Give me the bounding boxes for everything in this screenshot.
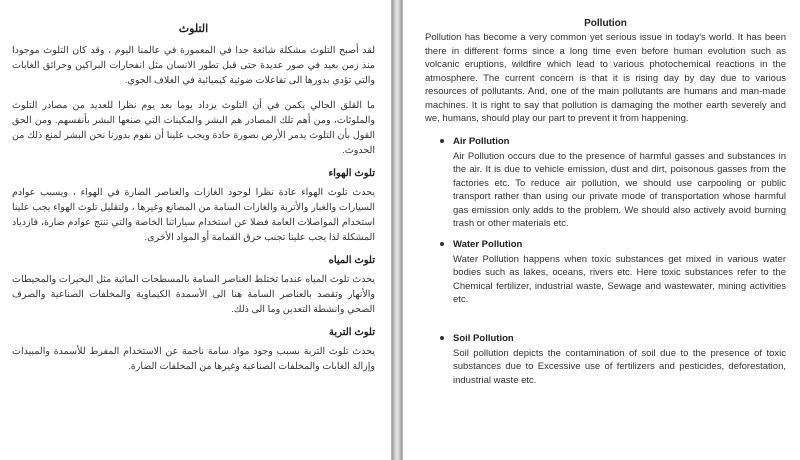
section-text-soil: Soil pollution depicts the contamination of soil due to the presence of toxic substances due to Excessive use of fertilizers and pesticides, deforestation, industrial waste etc. xyxy=(453,347,786,386)
arabic-title: التلوث xyxy=(178,23,209,35)
section-air-pollution xyxy=(425,136,786,231)
arabic-paragraph-2: ما القلق الحالي يكمن في أن التلوث يزداد يوما بعد يوم نظرا للعديد من مصادر التلوث والملوثات، ومن أهم تلك المصادر هم البشر والمكينات التي صنعها البشر بأنفسهم. ومن الحق القول بأن التلوث يدمر الأرض بصورة حادة ويجب علينا أن نقوم بدورنا نحن البشر لمنع ذلك من الحدوث. xyxy=(12,100,375,156)
english-page xyxy=(402,0,800,460)
arabic-heading-soil: تلوث التربة xyxy=(329,327,375,338)
arabic-text-soil: يحدث تلوث التربة بسبب وجود مواد سامة ناجمة عن الاستخدام المفرط للأسمدة والمبيدات وإزالة الغابات والمخلفات الصناعية وغيرها من المخلفات الضارة. xyxy=(12,346,375,372)
arabic-heading-water: تلوث المياه xyxy=(328,255,375,266)
arabic-text-air: يحدث تلوث الهواء عادة نظرا لوجود الغازات والعناصر الضارة في الهواء ، ويسبب عوادم السيارات والغبار والأتربة والغازات السامة من المصانع وغيرها ، ولتقليل تلوث الهواء يجب علينا استخدام المواصلات العامة فضلا عن استخدام سياراتنا الخاصة والتي تنتج عوادم ضارة، فازدياد المشكلة لذا يجب علينا تجنب حرق القمامة أو المواد الأخرى. xyxy=(12,187,375,243)
book-gutter xyxy=(392,0,402,460)
bullet-icon xyxy=(440,336,444,340)
section-heading-soil: Soil Pollution xyxy=(453,332,514,344)
arabic-text-water: يحدث تلوث المياه عندما تختلط العناصر السامة بالمسطحات المائية مثل البحيرات والمحيطات والأنهار وتقصد بالعناصر السامة هنا الى الأسمدة الكيماوية والمخلفات الصناعية والصرف الصحي وانشطة التعدين وما الى ذلك. xyxy=(12,274,375,315)
arabic-heading-air: تلوث الهواء xyxy=(328,168,375,179)
english-intro: Pollution has become a very common yet serious issue in today's world. It has been there in different forms since a long time even before human evolution such as volcanic eruptions, wildfire which lead to various photochemical reactions in the atmosphere. The current concern is that it is rising day by day due to various resources of pollutants. And, one of the main pollutants are humans and man-made machines. It is right to say that pollution is damaging the mother earth severely and we, humans, should play our part to prevent it from happening. xyxy=(425,32,786,124)
section-soil-pollution xyxy=(425,333,786,388)
section-text-water: Water Pollution happens when toxic substances get mixed in various water bodies such as lakes, oceans, rivers etc. Here toxic substances refer to the Chemical fertilizer, industrial waste, Sewage and wastewater, mining activities etc. xyxy=(453,253,786,305)
arabic-paragraph-1: لقد أصبح التلوث مشكلة شائعة جدا في المعمورة في عالمنا اليوم ، وقد كان التلوث موجودا منذ زمن بعيد في صور عديدة حتى قبل تطور الانسان مثل انفجارات البراكين وحرائق الغابات والتي تؤدي بدورها الى تفاعلات ضوئية كيميائية في الغلاف الجوي. xyxy=(12,45,375,86)
section-text-air: Air Pollution occurs due to the presence of harmful gasses and substances in the air. It is due to vehicle emission, dust and dirt, poisonous gasses from the factories etc. To reduce air pollution, we should use carpooling or public transport rather than using our private mode of transportation whose harmful gas emission only adds to the problem. We should also actively avoid burning trash or other materials etc. xyxy=(453,150,786,229)
english-title: Pollution xyxy=(584,18,627,29)
section-heading-water: Water Pollution xyxy=(453,238,523,250)
section-heading-air: Air Pollution xyxy=(453,135,510,147)
section-water-pollution xyxy=(425,239,786,307)
arabic-page xyxy=(0,0,392,460)
bullet-icon xyxy=(440,242,444,246)
bullet-icon xyxy=(440,139,444,143)
